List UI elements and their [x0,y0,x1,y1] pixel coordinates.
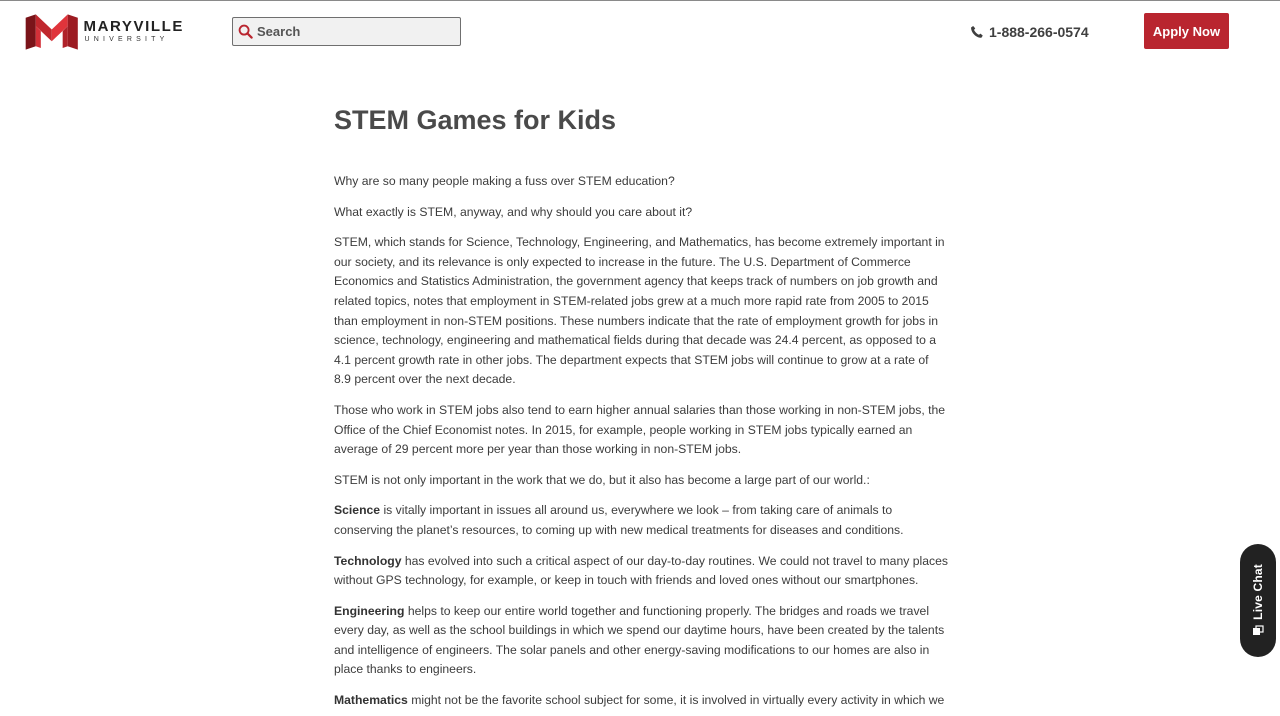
paragraph-stem-definition: STEM, which stands for Science, Technology, Engineering, and Mathematics, has become extremely important in our society, and its relevance is only expected to increase in the future. The U.S. Department of Commerce Economics and Statistics Administration, the government agency that keeps track of numbers on job growth and related topics, notes that employment in STEM-related jobs grew at a much more rapid rate from 2005 to 2015 than employment in non-STEM positions. These numbers indicate that the rate of employment growth for jobs in science, technology, engineering and mathematical fields during that decade was 24.4 percent, as opposed to a 4.1 percent growth rate in other jobs. The department expects that STEM jobs will continue to grow at a rate of 8.9 percent over the next decade. [334,235,945,387]
term-technology: Technology [334,553,402,568]
text-mathematics: might not be the favorite school subject for some, it is involved in virtually every activity in which we [407,693,945,708]
paragraph-intro-2: What exactly is STEM, anyway, and why should you care about it? [334,204,693,219]
section-technology [334,552,948,591]
section-engineering [334,602,948,680]
site-header [0,1,1280,61]
maryville-m-logo-icon [24,9,79,55]
phone-number[interactable]: 1-888-266-0574 [989,24,1089,40]
term-mathematics: Mathematics [334,693,408,708]
apply-now-button[interactable]: Apply Now [1144,13,1229,49]
text-technology: has evolved into such a critical aspect of our day-to-day routines. We could not travel to many places without GPS technology, for example, or keep in touch with friends and loved ones without our smartphones. [334,553,948,588]
term-engineering: Engineering [334,603,405,618]
live-chat-label[interactable]: Live Chat [1251,563,1265,620]
article [334,102,948,716]
phone-link[interactable] [970,23,1089,41]
paragraph-salaries: Those who work in STEM jobs also tend to earn higher annual salaries than those working in non-STEM jobs, the Office of the Chief Economist notes. In 2015, for example, people working in STEM jobs typically earned an average of 29 percent more per year than those working in non-STEM jobs. [334,402,946,457]
search-box[interactable] [232,17,461,46]
paragraph-world: STEM is not only important in the work that we do, but it also has become a large part of our world.: [334,472,870,487]
text-science: is vitally important in issues all around us, everywhere we look – from taking care of animals to conserving the planet’s resources, to coming up with new medical treatments for diseases and conditions. [334,503,904,537]
text-engineering: helps to keep our entire world together and functioning properly. The bridges and roads we travel every day, as well as the school buildings in which we spend our daytime hours, have been created by the talents and intelligence of engineers. The solar panels and other energy-saving modifications to our homes are also in place thanks to engineers. [334,603,945,677]
term-science: Science [334,503,381,518]
section-mathematics [334,691,948,711]
maryville-logo[interactable] [24,9,184,55]
logo-name: MARYVILLE [83,18,184,35]
logo-subtitle: UNIVERSITY [84,36,169,43]
phone-icon [970,25,984,39]
section-science [334,501,948,540]
search-icon[interactable] [238,24,253,39]
search-input[interactable] [257,24,447,39]
page-title: STEM Games for Kids [334,105,617,135]
chat-icon [1252,625,1264,637]
paragraph-intro-1: Why are so many people making a fuss over STEM education? [334,174,675,188]
live-chat-button[interactable] [1240,544,1276,657]
